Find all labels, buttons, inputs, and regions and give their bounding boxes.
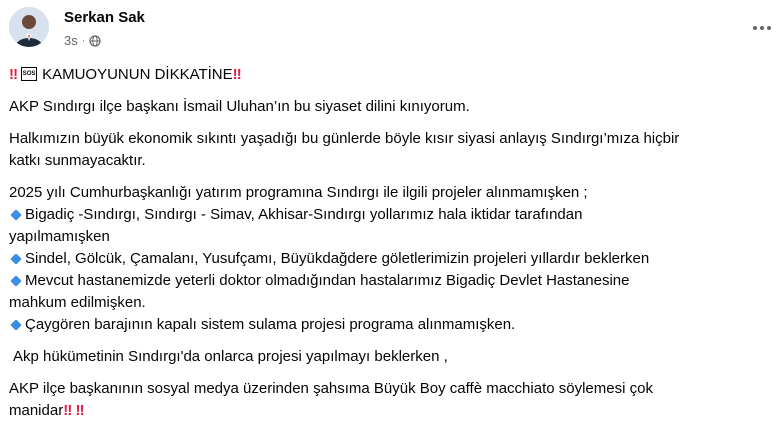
profile-photo	[9, 7, 49, 47]
paragraph: 2025 yılı Cumhurbaşkanlığı yatırım programına Sındırgı ile ilgili projeler alınmamışken ;	[9, 184, 588, 201]
post-meta	[64, 33, 101, 48]
more-options-button[interactable]	[744, 16, 780, 40]
double-exclamation-icon: ‼	[9, 66, 18, 83]
list-item: Sindel, Gölcük, Çamalanı, Yusufçamı, Büyükdağdere göletlerimizin projeleri yıllardır beklerken	[9, 248, 780, 270]
post-header	[0, 0, 780, 56]
sos-icon: SOS	[21, 67, 37, 81]
list-item-continued: yapılmamışken	[9, 228, 110, 245]
post-body	[9, 64, 780, 422]
list-item: Mevcut hastanemizde yeterli doktor olmadığından hastalarımız Bigadiç Devlet Hastanesine	[9, 270, 780, 292]
paragraph-closing: manidar‼ ‼	[9, 402, 84, 419]
globe-icon[interactable]	[89, 35, 101, 47]
list-item-continued: mahkum edilmişken.	[9, 294, 146, 311]
paragraph: AKP Sındırgı ilçe başkanı İsmail Uluhan’ın bu siyaset dilini kınıyorum.	[9, 98, 470, 115]
paragraph: Akp hükümetinin Sındırgı'da onlarca projesi yapılmayı beklerken ,	[13, 348, 448, 365]
blue-diamond-icon	[10, 253, 21, 264]
blue-diamond-icon	[10, 319, 21, 330]
double-exclamation-icon: ‼	[232, 66, 241, 83]
paragraph: katkı sunmayacaktır.	[9, 152, 146, 169]
double-exclamation-icon: ‼	[63, 402, 72, 419]
post-title-line	[9, 64, 780, 86]
more-options-icon	[753, 26, 757, 30]
avatar[interactable]	[9, 7, 49, 47]
list-item: Bigadiç -Sındırgı, Sındırgı - Simav, Akhisar-Sındırgı yollarımız hala iktidar tarafından	[9, 204, 780, 226]
paragraph: AKP ilçe başkanının sosyal medya üzerinden şahsıma Büyük Boy caffè macchiato söylemesi çok	[9, 380, 653, 397]
list-item: Çaygören barajının kapalı sistem sulama projesi programa alınmamışken.	[9, 314, 780, 336]
author-name[interactable]: Serkan Sak	[64, 9, 145, 26]
blue-diamond-icon	[10, 209, 21, 220]
post-time[interactable]: 3s	[64, 33, 78, 48]
post-title: KAMUOYUNUN DİKKATİNE	[42, 66, 233, 83]
meta-separator: ·	[81, 34, 86, 47]
paragraph: Halkımızın büyük ekonomik sıkıntı yaşadığı bu günlerde böyle kısır siyasi anlayış Sındırgı’mıza hiçbir	[9, 130, 680, 147]
double-exclamation-icon: ‼	[75, 402, 84, 419]
blue-diamond-icon	[10, 275, 21, 286]
